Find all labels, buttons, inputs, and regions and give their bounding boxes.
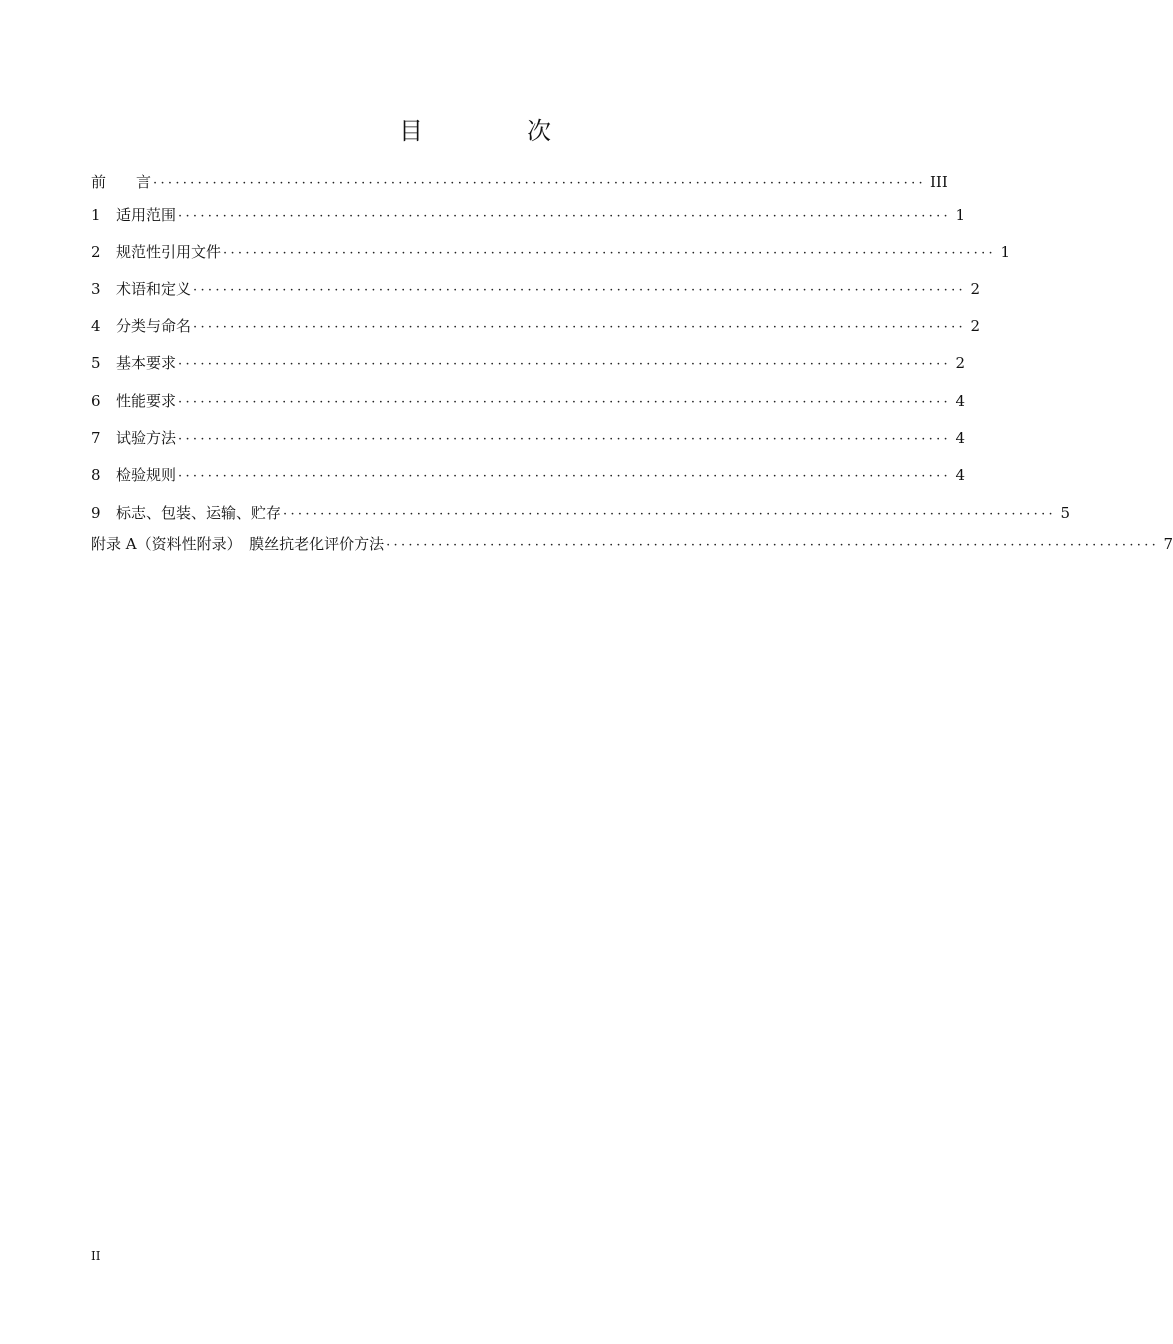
toc-dot-leader: ········································································································	[223, 246, 996, 261]
toc-entry-title: 标志、包装、运输、贮存	[116, 504, 282, 522]
toc-entry-5[interactable]	[91, 351, 965, 375]
toc-entry-title: 术语和定义	[116, 280, 192, 298]
toc-entry-number: 4	[91, 317, 101, 335]
toc-dot-leader: ········································································································	[386, 538, 1160, 553]
toc-entry-label	[91, 277, 191, 301]
toc-dot-leader: ········································································································	[193, 283, 966, 298]
toc-entry-page: 1	[1000, 243, 1010, 261]
toc-entry-title: 性能要求	[116, 392, 177, 410]
toc-entry-number: 9	[91, 504, 101, 522]
toc-entry-title: 规范性引用文件	[116, 243, 222, 261]
toc-entry-number: 6	[91, 392, 101, 410]
toc-entry-3[interactable]	[91, 277, 980, 301]
toc-entry-number: 8	[91, 466, 101, 484]
toc-dot-leader: ········································································································	[283, 507, 1056, 522]
toc-entry-label	[91, 501, 281, 525]
toc-entry-title: 适用范围	[116, 206, 177, 224]
toc-dot-leader: ········································································································	[193, 320, 966, 335]
toc-entry-9[interactable]	[91, 501, 1070, 525]
toc-entry-8[interactable]	[91, 463, 965, 487]
toc-entry-number: 3	[91, 280, 101, 298]
toc-dot-leader: ········································································································	[178, 395, 951, 410]
toc-dot-leader: ········································································································	[178, 469, 951, 484]
toc-entry-2[interactable]	[91, 240, 1010, 264]
page-title: 目 次	[399, 117, 591, 145]
toc-entry-7[interactable]	[91, 426, 965, 450]
toc-entry-page: 4	[955, 429, 965, 447]
toc-entry-label	[91, 314, 191, 338]
toc-entry-page: 1	[955, 206, 965, 224]
toc-entry-title: 基本要求	[116, 354, 177, 372]
toc-entry-label	[91, 240, 221, 264]
toc-dot-leader: ········································································································	[153, 176, 926, 191]
toc-entry-page: III	[929, 173, 948, 191]
toc-entry-number: 7	[91, 429, 101, 447]
toc-entry-label	[91, 351, 176, 375]
toc-entry-page: 2	[970, 280, 980, 298]
toc-entry-label	[91, 426, 176, 450]
toc-entry-preface[interactable]	[91, 170, 948, 194]
toc-entry-4[interactable]	[91, 314, 980, 338]
toc-entry-page: 4	[955, 392, 965, 410]
page-number-footer: II	[91, 1249, 101, 1263]
toc-entry-label	[91, 203, 176, 227]
toc-dot-leader: ········································································································	[178, 432, 951, 447]
toc-entry-page: 4	[955, 466, 965, 484]
toc-entry-page: 7	[1163, 535, 1173, 553]
toc-entry-title: 试验方法	[116, 429, 177, 447]
toc-entry-page: 2	[955, 354, 965, 372]
toc-entry-6[interactable]	[91, 389, 965, 413]
toc-entry-page: 5	[1060, 504, 1070, 522]
toc-dot-leader: ········································································································	[178, 209, 951, 224]
toc-entry-number: 2	[91, 243, 101, 261]
toc-entry-page: 2	[970, 317, 980, 335]
toc-entry-appendix-a[interactable]	[91, 532, 1173, 556]
toc-entry-1[interactable]	[91, 203, 965, 227]
toc-entry-label	[91, 463, 176, 487]
toc-dot-leader: ········································································································	[178, 357, 951, 372]
toc-entry-number: 5	[91, 354, 101, 372]
toc-entry-label: 前 言	[91, 173, 152, 191]
toc-entry-title: 检验规则	[116, 466, 177, 484]
toc-entry-label: 附录 A（资料性附录） 膜丝抗老化评价方法	[91, 535, 385, 553]
toc-entry-number: 1	[91, 206, 101, 224]
toc-entry-title: 分类与命名	[116, 317, 192, 335]
toc-entry-label	[91, 389, 176, 413]
